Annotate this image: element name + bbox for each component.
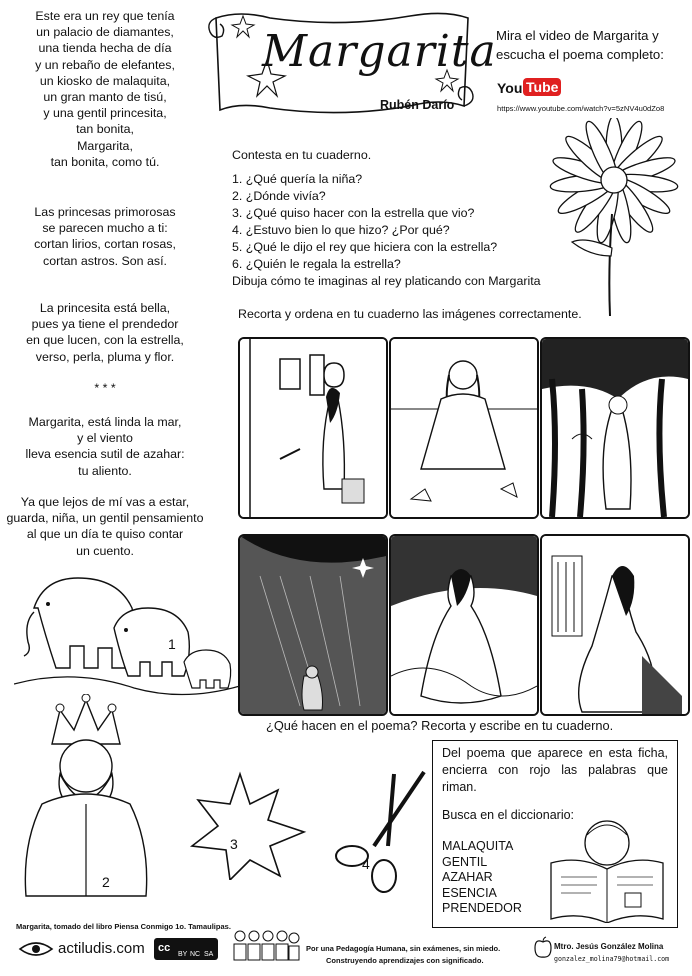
teacher-email[interactable]: gonzalez_molina79@hotmail.com — [554, 955, 670, 963]
princess-palace-window-illustration — [542, 536, 688, 714]
cut-instruction: Recorta y ordena en tu cuaderno las imágenes correctamente. — [238, 307, 582, 321]
motto-line-2: Construyendo aprendizajes con significado. — [326, 956, 484, 965]
elephants-illustration — [14, 568, 240, 706]
cc-by-label: BY — [178, 951, 188, 958]
poem-line: Margarita, está linda la mar, — [28, 415, 182, 429]
poem-stanza-3 — [0, 300, 210, 365]
poem-line: al que un día te quiso contar — [26, 527, 184, 542]
video-url-link[interactable]: https://www.youtube.com/watch?v=5zNV4u0dZo8 — [497, 104, 665, 113]
poem-line: guarda, niña, un gentil pensamiento — [6, 511, 204, 526]
poem-line: una tienda hecha de día — [38, 41, 172, 56]
king-illustration — [12, 694, 162, 902]
dictionary-word: ESENCIA — [442, 885, 497, 900]
story-panel-6 — [540, 534, 690, 716]
dictionary-instruction: Busca en el diccionario: — [442, 808, 575, 822]
picture-number-2: 2 — [102, 874, 110, 890]
story-panel-2 — [389, 337, 539, 519]
video-line-1: Mira el video de Margarita y — [496, 28, 659, 43]
cc-sa-label: SA — [204, 951, 214, 958]
draw-instruction: Dibuja cómo te imaginas al rey platicando con Margarita — [232, 274, 541, 288]
poem-line: un palacio de diamantes, — [36, 25, 174, 40]
dictionary-word-list — [442, 839, 522, 917]
poem-stanza-4 — [0, 414, 210, 479]
poem-stanza-2 — [0, 204, 210, 269]
poem-line: un gran manto de tisú, — [43, 90, 167, 105]
poem-line: lleva esencia sutil de azahar: — [25, 447, 185, 462]
question-3: 3. ¿Qué quiso hacer con la estrella que vio? — [232, 206, 475, 220]
question-6: 6. ¿Quién le regala la estrella? — [232, 257, 401, 271]
reading-child-illustration — [543, 813, 671, 923]
dictionary-word: GENTIL — [442, 854, 488, 869]
video-instruction — [496, 26, 686, 64]
picture-number-3: 3 — [230, 836, 238, 852]
video-line-2: escucha el poema completo: — [496, 47, 664, 62]
princess-star-rain-illustration — [240, 536, 386, 714]
poem-line: en que lucen, con la estrella, — [26, 333, 184, 348]
question-2: 2. ¿Dónde vivía? — [232, 189, 326, 203]
question-4: 4. ¿Estuvo bien lo que hizo? ¿Por qué? — [232, 223, 450, 237]
picture-number-1: 1 — [168, 636, 176, 652]
author-name: Rubén Darío — [380, 98, 455, 112]
garden-night-illustration — [542, 339, 688, 517]
poem-stanza-1 — [0, 8, 210, 170]
teacher-name: Mtro. Jesús González Molina — [554, 942, 664, 951]
children-group-illustration — [232, 928, 302, 966]
youtube-logo-you: You — [497, 80, 523, 96]
dictionary-word: AZAHAR — [442, 870, 493, 885]
page-title: Margarita — [262, 26, 497, 77]
story-panel-3 — [540, 337, 690, 519]
girl-painting-illustration — [240, 339, 386, 517]
poem-line: cortan lirios, cortan rosas, — [34, 237, 176, 252]
dictionary-word: MALAQUITA — [442, 839, 514, 853]
poem-line: Ya que lejos de mí vas a estar, — [20, 495, 190, 509]
cut-question: ¿Qué hacen en el poema? Recorta y escribe en tu cuaderno. — [266, 718, 614, 733]
poem-line: y una gentil princesita, — [43, 106, 167, 121]
poem-line: y un rebaño de elefantes, — [35, 57, 175, 72]
questions-intro: Contesta en tu cuaderno. — [232, 148, 372, 162]
poem-line: tu aliento. — [78, 463, 132, 478]
daisy-flower-illustration — [546, 118, 682, 318]
picture-number-4: 4 — [362, 856, 370, 872]
story-panel-4 — [238, 534, 388, 716]
activity-box — [432, 740, 678, 928]
cc-label: cc — [158, 942, 171, 954]
poem-line: y el viento — [77, 431, 133, 446]
poem-line: verso, perla, pluma y flor. — [35, 349, 175, 364]
star-illustration — [186, 770, 308, 880]
source-credit: Margarita, tomado del libro Piensa Conmigo 1o. Tamaulipas. — [16, 922, 231, 931]
poem-line: Las princesas primorosas — [34, 205, 176, 219]
poem-line: Margarita, — [77, 138, 133, 153]
question-5: 5. ¿Qué le dijo el rey que hiciera con la estrella? — [232, 240, 498, 254]
poem-line: Este era un rey que tenía — [35, 9, 175, 23]
motto-line-1: Por una Pedagogía Humana, sin exámenes, sin miedo. — [306, 944, 501, 953]
poem-line: cortan astros. Son así. — [43, 253, 167, 268]
poem-line: se parecen mucho a ti: — [42, 221, 168, 236]
poem-line: un cuento. — [76, 543, 134, 558]
apple-icon — [534, 936, 552, 958]
creative-commons-badge[interactable] — [154, 938, 218, 960]
poem-line: pues ya tiene el prendedor — [31, 317, 179, 332]
eye-logo-icon — [18, 940, 54, 958]
princess-by-sea-illustration — [391, 536, 537, 714]
poem-line: tan bonita, como tú. — [50, 154, 160, 169]
actiludis-logo[interactable] — [18, 938, 148, 960]
poem-line: tan bonita, — [76, 122, 134, 137]
dictionary-word: PRENDEDOR — [442, 901, 522, 916]
story-panel-5 — [389, 534, 539, 716]
rhymes-instruction: Del poema que aparece en esta ficha, encierra con rojo las palabras que riman. — [442, 746, 668, 794]
poem-line: La princesita está bella, — [39, 301, 171, 315]
poem-line: un kiosko de malaquita, — [39, 73, 171, 88]
princess-at-fair-illustration — [391, 339, 537, 517]
poem-separator: * * * — [94, 381, 116, 395]
story-panel-1 — [238, 337, 388, 519]
question-1: 1. ¿Qué quería la niña? — [232, 172, 363, 186]
actiludis-site-name: actiludis.com — [58, 940, 145, 957]
cc-nc-label: NC — [190, 951, 201, 958]
youtube-logo-tube: Tube — [523, 78, 561, 96]
poem-stanza-5 — [0, 494, 210, 559]
scissors-illustration — [324, 766, 434, 896]
youtube-logo[interactable] — [497, 78, 559, 100]
